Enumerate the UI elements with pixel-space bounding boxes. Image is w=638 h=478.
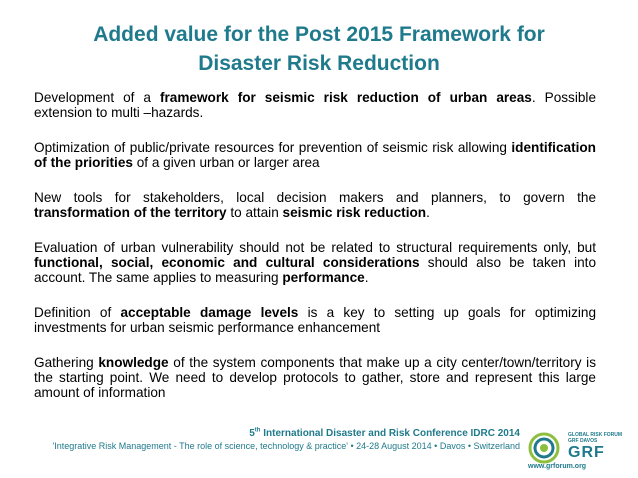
bold-text: acceptable damage levels — [120, 305, 299, 320]
bold-text: performance — [282, 270, 365, 285]
bold-text: knowledge — [98, 355, 169, 370]
paragraph — [34, 305, 596, 335]
text: Definition of — [34, 305, 121, 320]
conference-title: International Disaster and Risk Conference IDRC 2014 — [260, 428, 520, 439]
text: Development of a — [34, 90, 160, 105]
text: should also be taken into account. The same applies to measuring — [34, 255, 596, 285]
conference-ordinal: th — [254, 427, 261, 434]
text: . — [426, 205, 430, 220]
text: to attain — [226, 205, 283, 220]
paragraph — [34, 140, 596, 170]
conference-number: 5 — [249, 428, 255, 439]
text: . — [364, 270, 369, 285]
bold-text: identification of the priorities — [34, 140, 596, 170]
text: . Possible extension to multi –hazards. — [34, 90, 597, 120]
slide-body — [34, 90, 596, 420]
footer — [40, 428, 520, 452]
bold-text: seismic risk reduction — [282, 205, 427, 220]
text: New tools for stakeholders, local decision makers and planners, to govern the — [34, 190, 596, 205]
bold-text: transformation of the territory — [34, 205, 227, 220]
logo-text-line-1: GLOBAL RISK FORUM — [568, 432, 623, 438]
slide-title-line-2: Disaster Risk Reduction — [198, 52, 440, 75]
text: Gathering — [34, 355, 99, 370]
paragraph — [34, 90, 596, 120]
bold-text: functional, social, economic and cultural considerations — [34, 255, 420, 270]
bold-text: framework for seismic risk reduction of urban areas — [159, 90, 532, 105]
text: is a key to setting up goals for optimizing investments for urban seismic performance enhancement — [34, 305, 597, 335]
text: Evaluation of urban vulnerability should not be related to structural requirements only, but — [34, 240, 596, 255]
logo-text-line-2: GRF DAVOS — [568, 438, 598, 444]
paragraph — [34, 190, 596, 220]
text: of a given urban or larger area — [132, 155, 320, 170]
slide-title — [20, 20, 618, 78]
paragraph — [34, 240, 596, 285]
website-link[interactable]: www.grforum.org — [528, 463, 587, 470]
logo-name: GRF — [568, 444, 605, 461]
text: Optimization of public/private resources for prevention of seismic risk allowing — [34, 140, 512, 155]
conference-tagline: 'Integrative Risk Management - The role of science, technology & practice' • 24-28 August 2014 • Davos • Switzerland — [52, 441, 520, 451]
conference-name — [40, 428, 520, 440]
text: of the system components that make up a city center/town/territory is the starting point. We need to develop protocols to gather, store and represent this large amount of information — [34, 355, 597, 400]
slide-title-line-1: Added value for the Post 2015 Framework for — [93, 23, 545, 46]
paragraph — [34, 355, 596, 400]
logo-small-text — [568, 432, 622, 444]
